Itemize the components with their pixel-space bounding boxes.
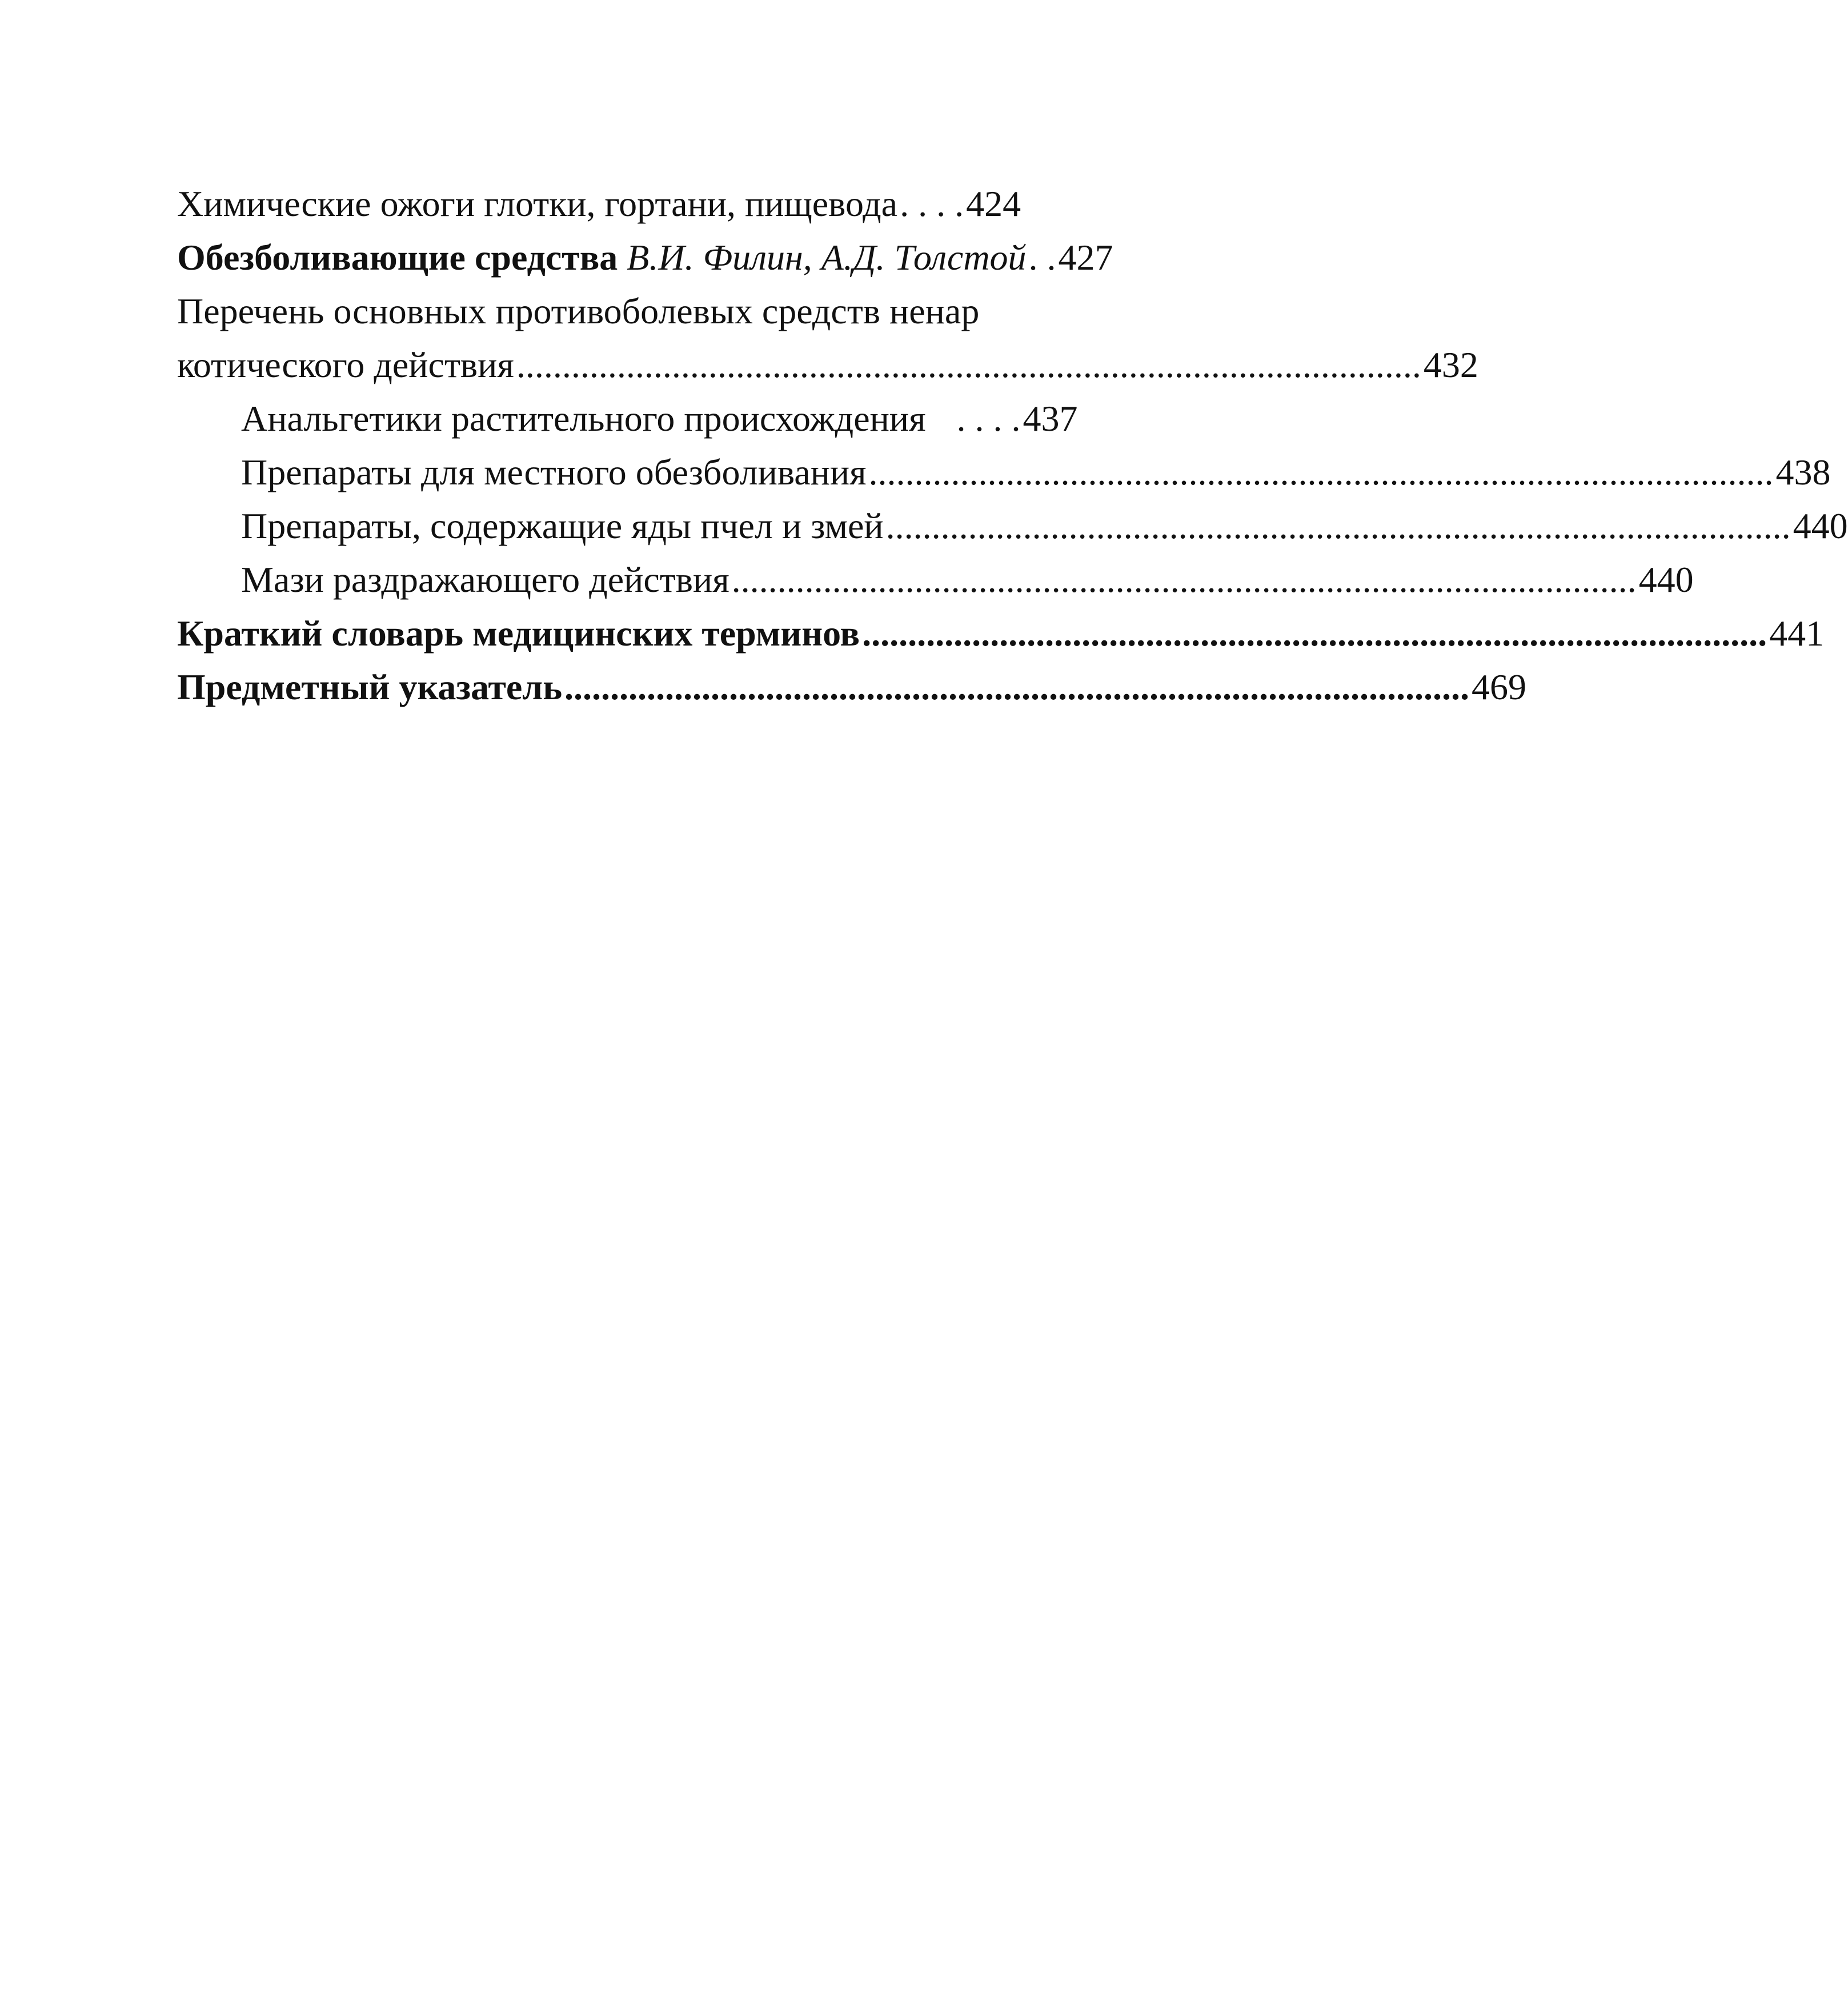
toc-entry-venom-preparations[interactable] bbox=[177, 499, 1848, 553]
toc-entry-title: Мази раздражающего действия bbox=[241, 559, 729, 600]
toc-page-number: 432 bbox=[1423, 344, 1478, 385]
toc-entry-chemical-burns[interactable] bbox=[177, 177, 1234, 231]
toc-entry-subject-index[interactable] bbox=[177, 660, 1527, 714]
toc-leader: ................................................................................................... bbox=[516, 344, 1421, 385]
toc-page-number: 427 bbox=[1058, 237, 1113, 278]
toc-entry-title-continued: котического действия bbox=[177, 344, 514, 385]
toc-entry-title: Препараты, содержащие яды пчел и змей bbox=[241, 506, 884, 546]
toc-leader: . . bbox=[1028, 237, 1056, 278]
toc-leader: ................................................................................................... bbox=[862, 613, 1767, 654]
toc-entry-painkillers-list-line2[interactable] bbox=[177, 338, 1478, 392]
toc-entry-irritant-ointments[interactable] bbox=[177, 553, 1694, 607]
toc-entry-title: Краткий словарь медицинских терминов bbox=[177, 613, 860, 654]
toc-page-number: 438 bbox=[1775, 452, 1831, 492]
toc-leader: ................................................................................................... bbox=[868, 452, 1774, 492]
toc-entry-herbal-analgesics[interactable] bbox=[177, 392, 1234, 446]
toc-entry-title: Препараты для местного обезболивания bbox=[241, 452, 867, 492]
toc-page-number: 440 bbox=[1638, 559, 1694, 600]
toc-entry-title: Анальгетики растительного происхождения bbox=[241, 398, 926, 439]
toc-entry-glossary[interactable] bbox=[177, 607, 1825, 660]
toc-entry-authors: В.И. Филин, А.Д. Толстой bbox=[627, 237, 1027, 278]
toc-entry-analgesics-chapter[interactable] bbox=[177, 231, 1234, 284]
toc-page-number: 424 bbox=[966, 183, 1021, 224]
toc-entry-painkillers-list-line1[interactable] bbox=[177, 284, 1234, 338]
toc-page-number: 437 bbox=[1023, 398, 1078, 439]
toc-page-number: 469 bbox=[1472, 667, 1527, 707]
toc-leader: . . . . bbox=[956, 398, 1021, 439]
toc-leader: ................................................................................................... bbox=[885, 506, 1791, 546]
toc-leader: ................................................................................................... bbox=[731, 559, 1637, 600]
toc-entry-title: Химические ожоги глотки, гортани, пищевода bbox=[177, 183, 898, 224]
toc-entry-local-anesthetics[interactable] bbox=[177, 446, 1831, 499]
toc-page-number: 441 bbox=[1769, 613, 1825, 654]
toc-leader: ................................................................................................... bbox=[564, 667, 1470, 707]
toc-page-number: 440 bbox=[1793, 506, 1848, 546]
table-of-contents bbox=[177, 177, 1848, 714]
toc-entry-title: Предметный указатель bbox=[177, 667, 563, 707]
toc-leader: . . . . bbox=[900, 183, 964, 224]
toc-entry-title: Обезболивающие средства bbox=[177, 237, 618, 278]
toc-entry-title: Перечень основных противоболевых средств ненар bbox=[177, 291, 980, 331]
